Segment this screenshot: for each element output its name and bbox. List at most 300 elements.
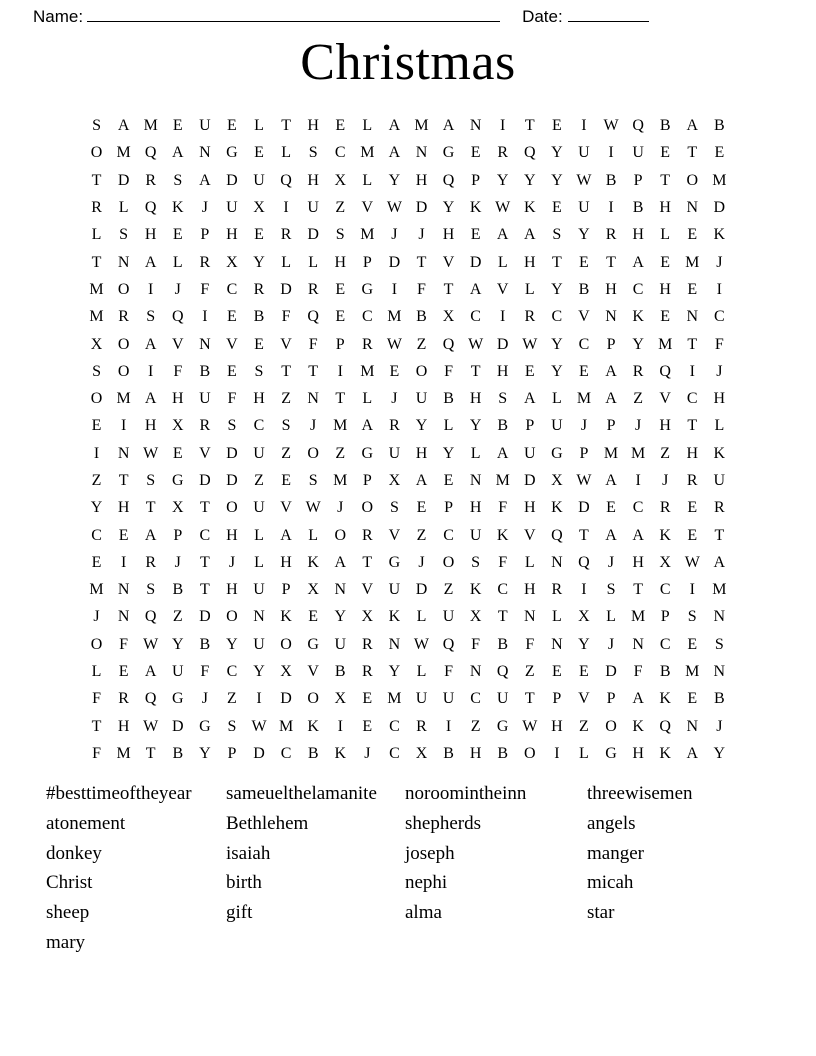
grid-letter[interactable]: M [685, 663, 700, 681]
grid-letter[interactable]: E [687, 526, 698, 544]
grid-letter[interactable]: U [496, 690, 509, 708]
grid-letter[interactable]: D [469, 253, 482, 271]
grid-letter[interactable]: N [686, 199, 699, 217]
grid-letter[interactable]: S [687, 608, 697, 626]
grid-letter[interactable]: G [199, 717, 211, 735]
grid-letter[interactable]: M [116, 744, 131, 762]
grid-letter[interactable]: F [200, 280, 210, 298]
grid-letter[interactable]: T [524, 117, 535, 135]
grid-letter[interactable]: C [659, 635, 671, 653]
grid-letter[interactable]: U [199, 117, 211, 135]
grid-letter[interactable]: I [689, 362, 695, 380]
grid-letter[interactable]: H [226, 526, 238, 544]
grid-letter[interactable]: O [90, 144, 103, 162]
grid-letter[interactable]: Y [334, 608, 347, 626]
grid-letter[interactable]: E [714, 144, 725, 162]
grid-letter[interactable]: N [199, 335, 211, 353]
word-list-item[interactable]: shepherds [405, 812, 481, 834]
grid-letter[interactable]: B [253, 308, 265, 326]
grid-letter[interactable]: I [581, 581, 587, 599]
grid-letter[interactable]: J [607, 553, 615, 571]
grid-letter[interactable]: J [201, 690, 208, 708]
grid-letter[interactable]: Q [442, 171, 455, 189]
grid-letter[interactable]: X [280, 663, 292, 681]
grid-letter[interactable]: U [253, 635, 265, 653]
grid-letter[interactable]: A [388, 117, 401, 135]
grid-letter[interactable]: D [226, 444, 238, 462]
grid-letter[interactable]: Y [415, 417, 428, 435]
grid-letter[interactable]: A [686, 744, 699, 762]
grid-letter[interactable]: Y [388, 663, 401, 681]
grid-letter[interactable]: M [360, 362, 375, 380]
word-list-item[interactable]: donkey [46, 842, 102, 864]
grid-letter[interactable]: A [605, 472, 617, 489]
grid-letter[interactable]: W [522, 335, 538, 353]
grid-letter[interactable]: R [714, 499, 725, 517]
grid-letter[interactable]: H [334, 253, 347, 271]
grid-letter[interactable]: Q [144, 199, 157, 217]
grid-letter[interactable]: Q [551, 526, 563, 544]
grid-letter[interactable]: F [200, 663, 210, 681]
grid-letter[interactable]: X [578, 608, 590, 626]
grid-letter[interactable]: R [632, 362, 644, 380]
grid-letter[interactable]: P [227, 744, 237, 762]
grid-letter[interactable]: L [579, 744, 589, 762]
grid-letter[interactable]: I [608, 144, 614, 162]
grid-letter[interactable]: G [361, 280, 374, 298]
word-list-item[interactable]: birth [226, 872, 262, 894]
grid-letter[interactable]: H [496, 362, 509, 380]
grid-letter[interactable]: N [605, 308, 617, 326]
grid-letter[interactable]: K [496, 526, 509, 544]
word-list-item[interactable]: alma [405, 902, 442, 924]
grid-letter[interactable]: H [253, 390, 265, 408]
grid-letter[interactable]: R [91, 199, 102, 217]
grid-letter[interactable]: E [335, 280, 346, 298]
grid-letter[interactable]: N [551, 553, 563, 571]
grid-letter[interactable]: A [605, 526, 617, 544]
grid-letter[interactable]: S [552, 226, 562, 244]
grid-letter[interactable]: C [334, 144, 346, 162]
grid-letter[interactable]: B [172, 581, 184, 599]
grid-letter[interactable]: X [415, 744, 428, 762]
grid-letter[interactable]: L [551, 608, 562, 626]
grid-letter[interactable]: U [551, 417, 563, 435]
grid-letter[interactable]: C [91, 526, 102, 544]
name-input-line[interactable] [87, 9, 500, 22]
grid-letter[interactable]: Y [253, 663, 265, 681]
grid-letter[interactable]: E [172, 117, 183, 135]
grid-letter[interactable]: H [713, 390, 726, 408]
grid-letter[interactable]: T [579, 526, 589, 544]
grid-letter[interactable]: M [333, 472, 348, 489]
grid-letter[interactable]: Z [470, 717, 481, 735]
grid-letter[interactable]: L [91, 226, 102, 244]
grid-letter[interactable]: C [226, 663, 238, 681]
grid-letter[interactable]: F [281, 308, 291, 326]
grid-letter[interactable]: T [524, 690, 535, 708]
grid-letter[interactable]: E [660, 253, 671, 271]
grid-letter[interactable]: K [469, 581, 482, 599]
grid-letter[interactable]: P [173, 526, 183, 544]
grid-letter[interactable]: H [144, 417, 157, 435]
grid-letter[interactable]: F [525, 635, 535, 653]
grid-letter[interactable]: S [173, 171, 183, 189]
grid-letter[interactable]: U [578, 144, 590, 162]
grid-letter[interactable]: M [414, 117, 429, 135]
grid-letter[interactable]: P [606, 417, 616, 435]
grid-letter[interactable]: S [146, 308, 156, 326]
grid-letter[interactable]: L [660, 226, 671, 244]
grid-letter[interactable]: I [608, 199, 614, 217]
grid-letter[interactable]: Q [280, 171, 292, 189]
grid-letter[interactable]: T [660, 171, 671, 189]
grid-letter[interactable]: T [416, 253, 427, 271]
grid-letter[interactable]: R [361, 635, 373, 653]
grid-letter[interactable]: A [496, 226, 509, 244]
grid-letter[interactable]: K [632, 717, 644, 735]
grid-letter[interactable]: P [633, 171, 643, 189]
grid-letter[interactable]: H [415, 444, 428, 462]
grid-letter[interactable]: N [253, 608, 265, 626]
grid-letter[interactable]: Z [281, 444, 291, 462]
grid-letter[interactable]: N [713, 608, 726, 626]
grid-letter[interactable]: N [117, 608, 130, 626]
grid-letter[interactable]: Q [144, 608, 157, 626]
grid-letter[interactable]: L [362, 171, 373, 189]
grid-letter[interactable]: L [606, 608, 616, 626]
grid-letter[interactable]: I [283, 199, 289, 217]
grid-letter[interactable]: H [117, 499, 130, 517]
word-list-item[interactable]: sameuelthelamanite [226, 783, 377, 804]
grid-letter[interactable]: Y [442, 444, 455, 462]
grid-letter[interactable]: I [445, 717, 452, 735]
grid-letter[interactable]: A [144, 335, 157, 353]
grid-letter[interactable]: U [199, 390, 211, 408]
grid-letter[interactable]: P [552, 690, 562, 708]
grid-letter[interactable]: Y [551, 144, 563, 162]
grid-letter[interactable]: L [714, 417, 725, 435]
grid-letter[interactable]: C [389, 717, 400, 735]
grid-letter[interactable]: T [91, 171, 102, 189]
grid-letter[interactable]: V [496, 280, 509, 298]
grid-letter[interactable]: U [442, 690, 455, 708]
grid-letter[interactable]: Z [416, 335, 427, 353]
grid-letter[interactable]: N [524, 608, 536, 626]
grid-letter[interactable]: A [144, 526, 157, 544]
grid-letter[interactable]: E [118, 663, 129, 681]
grid-letter[interactable]: E [687, 280, 698, 298]
grid-letter[interactable]: P [606, 335, 616, 353]
grid-letter[interactable]: K [307, 717, 319, 735]
grid-letter[interactable]: M [603, 444, 619, 462]
grid-letter[interactable]: D [171, 717, 184, 735]
grid-letter[interactable]: V [388, 526, 401, 544]
grid-letter[interactable]: A [524, 390, 536, 408]
grid-letter[interactable]: R [659, 499, 671, 517]
grid-letter[interactable]: C [659, 581, 671, 599]
grid-letter[interactable]: Q [524, 144, 536, 162]
grid-letter[interactable]: T [687, 335, 698, 353]
grid-letter[interactable]: E [579, 362, 589, 380]
grid-letter[interactable]: E [443, 472, 454, 489]
grid-letter[interactable]: S [498, 390, 508, 408]
grid-letter[interactable]: H [226, 581, 238, 599]
grid-letter[interactable]: G [551, 444, 563, 462]
grid-letter[interactable]: B [714, 690, 725, 708]
grid-letter[interactable]: E [687, 499, 698, 517]
grid-letter[interactable]: Q [632, 117, 644, 135]
grid-letter[interactable]: E [470, 226, 481, 244]
grid-letter[interactable]: N [388, 635, 401, 653]
grid-letter[interactable]: A [171, 144, 184, 162]
grid-letter[interactable]: Y [90, 499, 103, 517]
grid-letter[interactable]: I [554, 744, 560, 762]
grid-letter[interactable]: I [120, 417, 127, 435]
grid-letter[interactable]: R [361, 335, 373, 353]
grid-letter[interactable]: H [524, 499, 536, 517]
grid-letter[interactable]: J [716, 717, 723, 735]
grid-letter[interactable]: D [280, 280, 292, 298]
grid-letter[interactable]: S [308, 472, 318, 489]
grid-letter[interactable]: E [660, 308, 671, 326]
grid-letter[interactable]: O [307, 444, 319, 462]
grid-letter[interactable]: R [199, 417, 211, 435]
grid-letter[interactable]: D [415, 199, 428, 217]
grid-letter[interactable]: J [662, 472, 669, 489]
grid-letter[interactable]: D [307, 226, 319, 244]
grid-letter[interactable]: Y [226, 635, 238, 653]
grid-letter[interactable]: L [551, 390, 562, 408]
grid-letter[interactable]: I [93, 444, 100, 462]
grid-letter[interactable]: Y [578, 635, 590, 653]
grid-letter[interactable]: P [525, 417, 535, 435]
grid-letter[interactable]: K [171, 199, 184, 217]
grid-letter[interactable]: W [305, 499, 321, 517]
grid-letter[interactable]: C [578, 335, 590, 353]
grid-letter[interactable]: Q [442, 635, 455, 653]
grid-letter[interactable]: K [659, 526, 671, 544]
grid-letter[interactable]: A [605, 362, 617, 380]
grid-letter[interactable]: G [361, 444, 374, 462]
grid-letter[interactable]: W [413, 635, 430, 653]
grid-letter[interactable]: U [469, 526, 482, 544]
grid-letter[interactable]: A [469, 280, 482, 298]
grid-letter[interactable]: L [91, 663, 102, 681]
grid-letter[interactable]: M [630, 608, 646, 626]
grid-letter[interactable]: X [334, 690, 347, 708]
grid-letter[interactable]: J [228, 553, 236, 571]
grid-letter[interactable]: E [335, 117, 346, 135]
grid-letter[interactable]: O [90, 635, 103, 653]
grid-letter[interactable]: D [199, 472, 211, 489]
grid-letter[interactable]: G [605, 744, 617, 762]
grid-letter[interactable]: A [632, 526, 644, 544]
grid-letter[interactable]: Z [335, 444, 346, 462]
grid-letter[interactable]: T [308, 362, 319, 380]
grid-letter[interactable]: P [660, 608, 670, 626]
grid-letter[interactable]: U [442, 608, 455, 626]
word-list-item[interactable]: manger [587, 842, 644, 864]
grid-letter[interactable]: S [389, 499, 399, 517]
grid-letter[interactable]: H [632, 744, 644, 762]
grid-letter[interactable]: F [498, 553, 508, 571]
grid-letter[interactable]: B [578, 280, 590, 298]
grid-letter[interactable]: Y [469, 417, 482, 435]
grid-letter[interactable]: V [171, 335, 184, 353]
grid-letter[interactable]: M [495, 472, 510, 489]
grid-letter[interactable]: Z [633, 390, 643, 408]
grid-letter[interactable]: T [145, 499, 156, 517]
grid-letter[interactable]: C [253, 417, 265, 435]
grid-letter[interactable]: Z [660, 444, 671, 462]
grid-letter[interactable]: U [415, 690, 428, 708]
grid-letter[interactable]: G [171, 690, 184, 708]
grid-letter[interactable]: E [687, 226, 698, 244]
grid-letter[interactable]: Z [172, 608, 183, 626]
grid-letter[interactable]: K [334, 744, 347, 762]
grid-letter[interactable]: K [659, 690, 671, 708]
grid-letter[interactable]: U [226, 199, 238, 217]
grid-letter[interactable]: Z [579, 717, 589, 735]
grid-letter[interactable]: V [578, 690, 590, 708]
grid-letter[interactable]: B [659, 663, 671, 681]
grid-letter[interactable]: T [91, 253, 102, 271]
word-list-item[interactable]: gift [226, 902, 253, 924]
grid-letter[interactable]: D [388, 253, 401, 271]
grid-letter[interactable]: K [524, 199, 536, 217]
grid-letter[interactable]: L [254, 553, 264, 571]
grid-letter[interactable]: O [442, 553, 455, 571]
grid-letter[interactable]: E [606, 499, 616, 517]
grid-letter[interactable]: A [144, 663, 157, 681]
word-list-item[interactable]: angels [587, 812, 636, 834]
grid-letter[interactable]: J [716, 362, 723, 380]
word-list-item[interactable]: isaiah [226, 842, 271, 864]
grid-letter[interactable]: Z [227, 690, 237, 708]
grid-letter[interactable]: M [116, 390, 131, 408]
grid-letter[interactable]: R [551, 581, 563, 599]
grid-letter[interactable]: U [171, 663, 184, 681]
grid-letter[interactable]: Q [496, 663, 509, 681]
grid-letter[interactable]: E [551, 117, 562, 135]
grid-letter[interactable]: X [469, 608, 482, 626]
grid-letter[interactable]: A [361, 417, 374, 435]
grid-letter[interactable]: M [712, 171, 727, 189]
grid-letter[interactable]: B [714, 117, 725, 135]
grid-letter[interactable]: F [119, 635, 129, 653]
grid-letter[interactable]: A [144, 390, 157, 408]
grid-letter[interactable]: D [496, 335, 509, 353]
grid-letter[interactable]: J [391, 390, 398, 408]
grid-letter[interactable]: Q [171, 308, 184, 326]
grid-letter[interactable]: I [716, 280, 722, 298]
grid-letter[interactable]: L [443, 417, 454, 435]
grid-letter[interactable]: I [581, 117, 587, 135]
grid-letter[interactable]: L [416, 663, 427, 681]
grid-letter[interactable]: I [120, 553, 127, 571]
grid-letter[interactable]: Z [524, 663, 535, 681]
grid-letter[interactable]: C [470, 690, 481, 708]
grid-letter[interactable]: J [174, 280, 181, 298]
grid-letter[interactable]: E [470, 144, 481, 162]
grid-letter[interactable]: D [226, 171, 238, 189]
grid-letter[interactable]: Z [91, 472, 102, 489]
grid-letter[interactable]: O [117, 362, 130, 380]
grid-letter[interactable]: M [333, 417, 348, 435]
grid-letter[interactable]: S [714, 635, 724, 653]
grid-letter[interactable]: H [442, 226, 455, 244]
word-list-item[interactable]: #besttimeoftheyear [46, 783, 192, 804]
grid-letter[interactable]: R [497, 144, 509, 162]
grid-letter[interactable]: Y [388, 171, 401, 189]
grid-letter[interactable]: S [92, 117, 101, 135]
grid-letter[interactable]: F [633, 663, 643, 681]
grid-letter[interactable]: O [226, 608, 238, 626]
grid-letter[interactable]: J [364, 744, 371, 762]
grid-letter[interactable]: T [199, 581, 210, 599]
grid-letter[interactable]: F [471, 635, 481, 653]
grid-letter[interactable]: U [253, 171, 265, 189]
grid-letter[interactable]: D [605, 663, 617, 681]
grid-letter[interactable]: N [469, 472, 482, 489]
grid-letter[interactable]: X [253, 199, 265, 217]
grid-letter[interactable]: H [469, 390, 482, 408]
grid-letter[interactable]: C [714, 308, 725, 326]
grid-letter[interactable]: D [253, 744, 265, 762]
grid-letter[interactable]: R [389, 417, 400, 435]
grid-letter[interactable]: O [415, 362, 428, 380]
grid-letter[interactable]: U [307, 199, 319, 217]
word-list-item[interactable]: Christ [46, 872, 93, 894]
grid-letter[interactable]: Z [416, 526, 427, 544]
grid-letter[interactable]: B [443, 390, 454, 408]
grid-letter[interactable]: F [444, 362, 453, 380]
grid-letter[interactable]: R [253, 280, 265, 298]
grid-letter[interactable]: R [361, 663, 373, 681]
grid-letter[interactable]: F [92, 690, 101, 708]
grid-letter[interactable]: N [686, 308, 699, 326]
grid-letter[interactable]: E [335, 308, 346, 326]
grid-letter[interactable]: R [416, 717, 427, 735]
grid-letter[interactable]: E [91, 417, 102, 435]
grid-letter[interactable]: C [497, 581, 509, 599]
grid-letter[interactable]: N [117, 253, 130, 271]
grid-letter[interactable]: N [469, 117, 482, 135]
grid-letter[interactable]: F [92, 744, 101, 762]
grid-letter[interactable]: E [227, 117, 237, 135]
grid-letter[interactable]: E [660, 144, 671, 162]
grid-letter[interactable]: D [578, 499, 590, 517]
word-list-item[interactable]: atonement [46, 812, 126, 834]
grid-letter[interactable]: T [335, 390, 346, 408]
grid-letter[interactable]: H [632, 553, 644, 571]
grid-letter[interactable]: T [470, 362, 481, 380]
grid-letter[interactable]: Q [659, 717, 671, 735]
grid-letter[interactable]: B [497, 417, 509, 435]
grid-letter[interactable]: O [117, 280, 130, 298]
grid-letter[interactable]: H [659, 417, 671, 435]
grid-letter[interactable]: U [253, 444, 265, 462]
grid-letter[interactable]: K [280, 608, 292, 626]
grid-letter[interactable]: J [418, 226, 425, 244]
grid-letter[interactable]: I [500, 117, 506, 135]
grid-letter[interactable]: H [659, 280, 671, 298]
grid-letter[interactable]: F [227, 390, 237, 408]
grid-letter[interactable]: W [684, 553, 700, 571]
grid-letter[interactable]: B [659, 117, 671, 135]
grid-letter[interactable]: V [199, 444, 211, 462]
